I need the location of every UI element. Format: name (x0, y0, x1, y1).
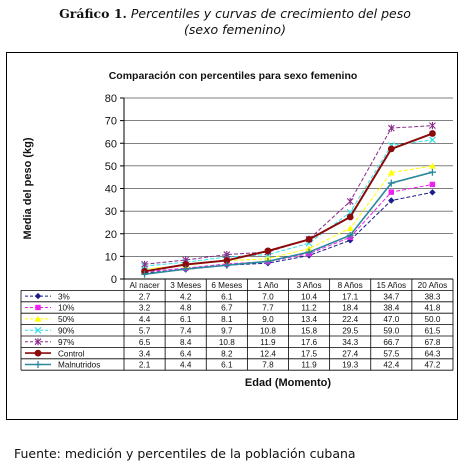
y-tick-label: 30 (104, 206, 117, 219)
data-label: 29.5 (342, 326, 359, 336)
data-label: 8.1 (221, 315, 233, 325)
x-category-label: 8 Años (337, 280, 363, 290)
data-label: 34.3 (342, 337, 359, 347)
data-label: 22.4 (342, 315, 359, 325)
data-point (429, 130, 436, 137)
series-line (145, 140, 433, 266)
data-point (389, 189, 394, 194)
data-label: 38.4 (383, 303, 400, 313)
data-label: 19.3 (342, 360, 359, 370)
data-label: 17.5 (301, 349, 318, 359)
data-label: 7.8 (262, 360, 274, 370)
legend-label: 3% (58, 292, 70, 302)
x-axis-title: Edad (Momento) (244, 377, 332, 390)
y-tick-label: 70 (104, 115, 117, 128)
data-label: 18.4 (342, 303, 359, 313)
data-label: 6.1 (179, 315, 192, 325)
data-label: 13.4 (301, 315, 318, 325)
y-tick-label: 40 (104, 183, 117, 196)
figure-source: Fuente: medición y percentiles de la población cubana (14, 446, 356, 461)
data-label: 42.4 (383, 360, 400, 370)
figure-title-subline: (sexo femenino) (184, 22, 286, 37)
data-point (347, 225, 354, 231)
data-label: 2.7 (138, 292, 151, 302)
data-point (430, 182, 435, 187)
x-category-label: 6 Meses (211, 280, 243, 290)
data-label: 10.4 (301, 292, 318, 302)
data-label: 12.4 (259, 349, 276, 359)
y-tick-label: 80 (104, 93, 117, 105)
data-label: 2.1 (138, 360, 151, 370)
series-line (145, 134, 433, 272)
data-label: 9.0 (262, 315, 274, 325)
data-point (35, 305, 40, 310)
data-label: 66.7 (383, 337, 400, 347)
legend-label: 97% (58, 337, 75, 347)
y-tick-label: 60 (104, 138, 117, 151)
data-label: 64.3 (424, 349, 441, 359)
data-label: 4.4 (179, 360, 192, 370)
data-label: 38.3 (424, 292, 441, 302)
data-label: 57.5 (383, 349, 400, 359)
data-label: 11.2 (301, 303, 317, 313)
data-point (429, 137, 435, 143)
data-label: 61.5 (424, 326, 441, 336)
data-label: 3.4 (138, 349, 151, 359)
data-label: 6.1 (221, 360, 233, 370)
data-point (429, 169, 436, 176)
chart-frame (6, 52, 458, 420)
data-label: 7.7 (262, 303, 274, 313)
x-category-label: 15 Años (376, 280, 407, 290)
data-point (35, 361, 42, 368)
legend-label: 90% (58, 326, 75, 336)
y-tick-label: 0 (110, 274, 117, 286)
data-label: 10.8 (259, 326, 276, 336)
data-label: 34.7 (383, 292, 400, 302)
data-label: 4.4 (138, 315, 151, 325)
y-tick-label: 20 (104, 228, 117, 241)
y-tick-label: 10 (104, 251, 117, 264)
chart-svg (7, 53, 459, 421)
data-label: 27.4 (342, 349, 359, 359)
x-category-label: Al nacer (129, 280, 160, 290)
data-label: 10.8 (218, 337, 235, 347)
data-point (347, 198, 353, 205)
figure-title-text: Percentiles y curvas de crecimiento del peso (130, 6, 411, 21)
data-point (388, 146, 395, 153)
data-label: 47.0 (383, 315, 400, 325)
data-label: 41.8 (424, 303, 441, 313)
data-label: 17.6 (301, 337, 318, 347)
data-label: 6.4 (179, 349, 192, 359)
data-point (347, 214, 354, 221)
data-label: 59.0 (383, 326, 400, 336)
data-label: 4.8 (179, 303, 192, 313)
data-label: 6.5 (138, 337, 151, 347)
x-category-label: 20 Años (417, 280, 448, 290)
series-line (145, 166, 433, 269)
data-point (306, 236, 313, 243)
data-label: 3.2 (138, 303, 151, 313)
data-label: 11.9 (301, 360, 317, 370)
y-axis-title: Media del peso (kg) (22, 137, 34, 240)
data-label: 6.1 (221, 292, 233, 302)
x-category-label: 1 Año (257, 280, 279, 290)
data-point (388, 197, 394, 203)
data-label: 6.7 (221, 303, 233, 313)
data-label: 15.8 (301, 326, 318, 336)
data-label: 8.2 (221, 349, 233, 359)
legend-label: 50% (58, 315, 75, 325)
legend-label: Control (58, 349, 85, 359)
data-point (35, 350, 42, 357)
data-point (429, 189, 435, 195)
data-label: 11.9 (260, 337, 276, 347)
data-label: 67.8 (424, 337, 441, 347)
data-point (265, 248, 272, 255)
legend-label: 10% (58, 303, 75, 313)
series-50- (141, 162, 436, 271)
data-label: 7.4 (179, 326, 192, 336)
figure-title-lead: Gráfico 1. (59, 6, 127, 21)
figure-title (0, 6, 470, 38)
y-tick-label: 50 (104, 160, 117, 173)
data-point (429, 122, 435, 129)
data-label: 4.2 (179, 292, 192, 302)
data-label: 50.0 (424, 315, 441, 325)
x-category-label: 3 Años (296, 280, 322, 290)
chart-title: Comparación con percentiles para sexo femenino (108, 70, 358, 82)
data-point (35, 293, 41, 299)
data-label: 17.1 (342, 292, 359, 302)
legend-label: Malnutridos (58, 360, 101, 370)
data-label: 7.0 (262, 292, 274, 302)
data-label: 9.7 (221, 326, 233, 336)
data-label: 47.2 (424, 360, 441, 370)
data-label: 5.7 (138, 326, 151, 336)
data-label: 8.4 (179, 337, 192, 347)
x-category-label: 3 Meses (170, 280, 202, 290)
